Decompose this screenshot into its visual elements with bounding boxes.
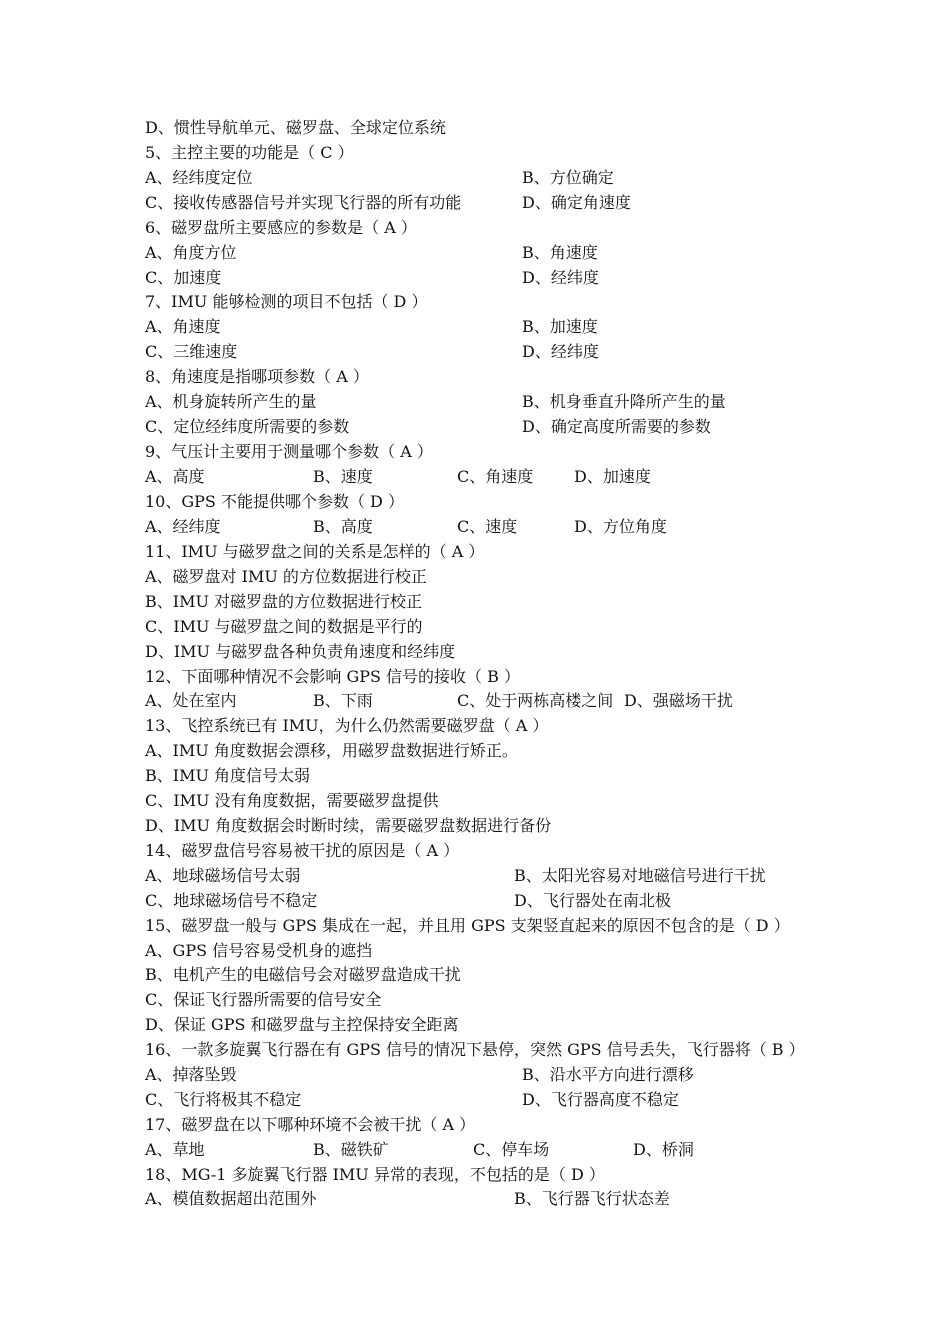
question-11-option-d: D、IMU 与磁罗盘各种负责角速度和经纬度: [145, 642, 456, 661]
question-17-prompt: 17、磁罗盘在以下哪种环境不会被干扰（ A ）: [145, 1115, 476, 1134]
question-8-option-b: B、机身垂直升降所产生的量: [522, 392, 726, 411]
question-15-option-a: A、GPS 信号容易受机身的遮挡: [145, 941, 373, 960]
question-6-prompt: 6、磁罗盘所主要感应的参数是（ A ）: [145, 218, 417, 237]
question-8-option-d: D、确定高度所需要的参数: [522, 417, 711, 436]
question-8-option-a: A、机身旋转所产生的量: [145, 392, 317, 411]
question-14-prompt: 14、磁罗盘信号容易被干扰的原因是（ A ）: [145, 841, 460, 860]
continuation-option-d: D、惯性导航单元、磁罗盘、全球定位系统: [145, 118, 446, 137]
question-7-option-a: A、角速度: [145, 317, 221, 336]
question-16-option-c: C、飞行将极其不稳定: [145, 1090, 302, 1109]
question-11-prompt: 11、IMU 与磁罗盘之间的关系是怎样的（ A ）: [145, 542, 485, 561]
question-5-option-d: D、确定角速度: [522, 193, 631, 212]
question-9-prompt: 9、气压计主要用于测量哪个参数（ A ）: [145, 442, 433, 461]
question-13-option-c: C、IMU 没有角度数据，需要磁罗盘提供: [145, 791, 439, 810]
question-11-option-c: C、IMU 与磁罗盘之间的数据是平行的: [145, 617, 423, 636]
question-9-option-b: B、速度: [313, 467, 373, 486]
question-9-option-c: C、角速度: [457, 467, 534, 486]
question-13-option-d: D、IMU 角度数据会时断时续，需要磁罗盘数据进行备份: [145, 816, 552, 835]
question-6-option-c: C、加速度: [145, 268, 222, 287]
question-9-option-d: D、加速度: [574, 467, 651, 486]
question-5-option-c: C、接收传感器信号并实现飞行器的所有功能: [145, 193, 462, 212]
question-15-option-c: C、保证飞行器所需要的信号安全: [145, 990, 382, 1009]
question-15-prompt: 15、磁罗盘一般与 GPS 集成在一起，并且用 GPS 支架竖直起来的原因不包含的是（ D ）: [145, 916, 790, 935]
question-12-option-a: A、处在室内: [145, 691, 237, 710]
question-5-prompt: 5、主控主要的功能是（ C ）: [145, 143, 354, 162]
question-16-option-a: A、掉落坠毁: [145, 1065, 237, 1084]
question-10-option-a: A、经纬度: [145, 517, 221, 536]
question-6-option-d: D、经纬度: [522, 268, 599, 287]
question-7-prompt: 7、IMU 能够检测的项目不包括（ D ）: [145, 292, 428, 311]
question-18-option-a: A、模值数据超出范围外: [145, 1189, 317, 1208]
question-10-option-d: D、方位角度: [574, 517, 667, 536]
question-10-option-c: C、速度: [457, 517, 518, 536]
question-11-option-b: B、IMU 对磁罗盘的方位数据进行校正: [145, 592, 423, 611]
question-17-option-c: C、停车场: [473, 1140, 550, 1159]
question-17-option-b: B、磁铁矿: [313, 1140, 389, 1159]
question-16-option-b: B、沿水平方向进行漂移: [522, 1065, 694, 1084]
question-14-option-a: A、地球磁场信号太弱: [145, 866, 301, 885]
question-7-option-d: D、经纬度: [522, 342, 599, 361]
question-14-option-d: D、飞行器处在南北极: [514, 891, 671, 910]
question-12-option-d: D、强磁场干扰: [624, 691, 733, 710]
question-5-option-b: B、方位确定: [522, 168, 614, 187]
question-16-prompt: 16、一款多旋翼飞行器在有 GPS 信号的情况下悬停，突然 GPS 信号丢失，飞行器将（ B ）: [145, 1040, 805, 1059]
question-17-option-d: D、桥洞: [633, 1140, 694, 1159]
question-15-option-d: D、保证 GPS 和磁罗盘与主控保持安全距离: [145, 1015, 459, 1034]
question-12-option-b: B、下雨: [313, 691, 373, 710]
question-7-option-c: C、三维速度: [145, 342, 238, 361]
question-8-option-c: C、定位经纬度所需要的参数: [145, 417, 350, 436]
question-16-option-d: D、飞行器高度不稳定: [522, 1090, 679, 1109]
question-12-prompt: 12、下面哪种情况不会影响 GPS 信号的接收（ B ）: [145, 667, 520, 686]
question-14-option-b: B、太阳光容易对地磁信号进行干扰: [514, 866, 766, 885]
question-10-prompt: 10、GPS 不能提供哪个参数（ D ）: [145, 492, 404, 511]
question-18-option-b: B、飞行器飞行状态差: [514, 1189, 670, 1208]
question-12-option-c: C、处于两栋高楼之间: [457, 691, 614, 710]
question-15-option-b: B、电机产生的电磁信号会对磁罗盘造成干扰: [145, 965, 461, 984]
question-6-option-a: A、角度方位: [145, 243, 237, 262]
question-13-option-b: B、IMU 角度信号太弱: [145, 766, 311, 785]
question-7-option-b: B、加速度: [522, 317, 598, 336]
question-13-prompt: 13、飞控系统已有 IMU，为什么仍然需要磁罗盘（ A ）: [145, 716, 549, 735]
question-9-option-a: A、高度: [145, 467, 205, 486]
question-5-option-a: A、经纬度定位: [145, 168, 253, 187]
question-18-prompt: 18、MG-1 多旋翼飞行器 IMU 异常的表现，不包括的是（ D ）: [145, 1165, 605, 1184]
question-8-prompt: 8、角速度是指哪项参数（ A ）: [145, 367, 369, 386]
question-17-option-a: A、草地: [145, 1140, 205, 1159]
question-11-option-a: A、磁罗盘对 IMU 的方位数据进行校正: [145, 567, 427, 586]
question-13-option-a: A、IMU 角度数据会漂移，用磁罗盘数据进行矫正。: [145, 741, 518, 760]
question-10-option-b: B、高度: [313, 517, 373, 536]
question-6-option-b: B、角速度: [522, 243, 598, 262]
question-14-option-c: C、地球磁场信号不稳定: [145, 891, 318, 910]
